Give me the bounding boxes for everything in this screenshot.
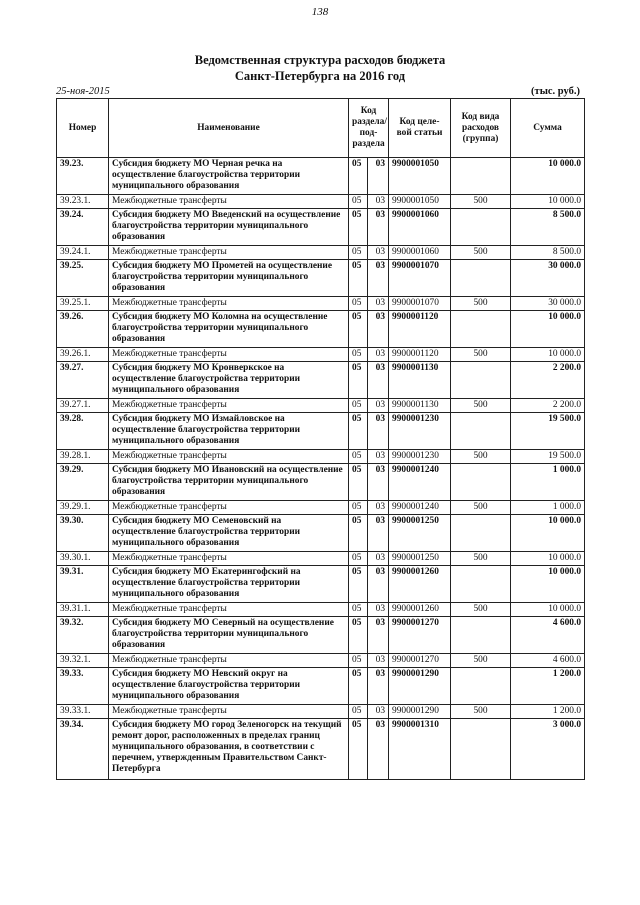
row-sum: 10 000.0: [511, 348, 585, 362]
row-article-code: 9900001050: [389, 158, 451, 195]
row-expense-group: 500: [451, 246, 511, 260]
row-subsection-code: 03: [368, 399, 389, 413]
row-section-code: 05: [349, 617, 368, 654]
row-section-code: 05: [349, 705, 368, 719]
row-section-code: 05: [349, 246, 368, 260]
row-name: Межбюджетные трансферты: [109, 705, 349, 719]
row-sum: 3 000.0: [511, 719, 585, 780]
table-body: [57, 158, 585, 780]
table-row: [57, 158, 585, 195]
title-line-1: Ведомственная структура расходов бюджета: [194, 53, 446, 67]
row-expense-group: 500: [451, 348, 511, 362]
table-row: [57, 297, 585, 311]
row-article-code: 9900001290: [389, 705, 451, 719]
row-article-code: 9900001120: [389, 348, 451, 362]
row-expense-group: 500: [451, 501, 511, 515]
row-name: Субсидия бюджету МО Северный на осуществление благоустройства территории муниципального образования: [109, 617, 349, 654]
table-row: [57, 603, 585, 617]
row-expense-group: 500: [451, 297, 511, 311]
row-article-code: 9900001270: [389, 617, 451, 654]
row-name: Субсидия бюджету МО Измайловское на осуществление благоустройства территории муниципального образования: [109, 413, 349, 450]
row-sum: 4 600.0: [511, 654, 585, 668]
row-number: 39.29.1.: [57, 501, 109, 515]
row-name: Субсидия бюджету МО Ивановский на осуществление благоустройства территории муниципального образования: [109, 464, 349, 501]
row-subsection-code: 03: [368, 158, 389, 195]
row-subsection-code: 03: [368, 311, 389, 348]
row-section-code: 05: [349, 603, 368, 617]
row-sum: 2 200.0: [511, 362, 585, 399]
row-sum: 10 000.0: [511, 515, 585, 552]
row-section-code: 05: [349, 413, 368, 450]
row-sum: 1 200.0: [511, 705, 585, 719]
row-subsection-code: 03: [368, 195, 389, 209]
row-article-code: 9900001260: [389, 566, 451, 603]
row-article-code: 9900001250: [389, 552, 451, 566]
row-article-code: 9900001070: [389, 297, 451, 311]
row-subsection-code: 03: [368, 719, 389, 780]
document-date: 25-ноя-2015: [56, 86, 110, 97]
row-subsection-code: 03: [368, 654, 389, 668]
row-number: 39.31.: [57, 566, 109, 603]
table-row: [57, 413, 585, 450]
row-section-code: 05: [349, 399, 368, 413]
row-name: Межбюджетные трансферты: [109, 195, 349, 209]
row-sum: 10 000.0: [511, 158, 585, 195]
row-expense-group: [451, 464, 511, 501]
row-article-code: 9900001240: [389, 464, 451, 501]
row-section-code: 05: [349, 311, 368, 348]
header-expense-type: Код вида расходов (группа): [451, 99, 511, 158]
row-article-code: 9900001130: [389, 362, 451, 399]
row-expense-group: 500: [451, 603, 511, 617]
row-expense-group: [451, 209, 511, 246]
row-section-code: 05: [349, 450, 368, 464]
row-section-code: 05: [349, 362, 368, 399]
row-section-code: 05: [349, 654, 368, 668]
row-article-code: 9900001060: [389, 246, 451, 260]
row-section-code: 05: [349, 209, 368, 246]
row-name: Субсидия бюджету МО Екатерингофский на осуществление благоустройства территории муниципального образования: [109, 566, 349, 603]
table-row: [57, 501, 585, 515]
header-sum: Сумма: [511, 99, 585, 158]
row-subsection-code: 03: [368, 515, 389, 552]
row-subsection-code: 03: [368, 705, 389, 719]
row-article-code: 9900001130: [389, 399, 451, 413]
row-sum: 10 000.0: [511, 311, 585, 348]
row-expense-group: 500: [451, 195, 511, 209]
row-number: 39.26.1.: [57, 348, 109, 362]
row-name: Субсидия бюджету МО Коломна на осуществление благоустройства территории муниципального образования: [109, 311, 349, 348]
row-section-code: 05: [349, 552, 368, 566]
row-expense-group: 500: [451, 654, 511, 668]
header-article: Код целе-вой статьи: [389, 99, 451, 158]
row-expense-group: 500: [451, 399, 511, 413]
table-row: [57, 552, 585, 566]
row-expense-group: 500: [451, 705, 511, 719]
row-section-code: 05: [349, 260, 368, 297]
row-section-code: 05: [349, 158, 368, 195]
row-number: 39.26.: [57, 311, 109, 348]
row-expense-group: 500: [451, 450, 511, 464]
row-name: Субсидия бюджету МО Семеновский на осуществление благоустройства территории муниципального образования: [109, 515, 349, 552]
row-article-code: 9900001230: [389, 450, 451, 464]
page-number: 138: [311, 6, 329, 18]
row-name: Межбюджетные трансферты: [109, 603, 349, 617]
row-subsection-code: 03: [368, 464, 389, 501]
row-expense-group: [451, 668, 511, 705]
row-number: 39.23.1.: [57, 195, 109, 209]
header-name: Наименование: [109, 99, 349, 158]
row-subsection-code: 03: [368, 501, 389, 515]
row-article-code: 9900001230: [389, 413, 451, 450]
row-sum: 8 500.0: [511, 209, 585, 246]
row-subsection-code: 03: [368, 246, 389, 260]
row-sum: 10 000.0: [511, 552, 585, 566]
table-row: [57, 719, 585, 780]
row-subsection-code: 03: [368, 362, 389, 399]
row-expense-group: [451, 362, 511, 399]
header-number: Номер: [57, 99, 109, 158]
row-section-code: 05: [349, 195, 368, 209]
row-name: Межбюджетные трансферты: [109, 399, 349, 413]
row-number: 39.30.1.: [57, 552, 109, 566]
row-name: Субсидия бюджету МО Введенский на осуществление благоустройства территории муниципального образования: [109, 209, 349, 246]
row-number: 39.28.: [57, 413, 109, 450]
row-section-code: 05: [349, 297, 368, 311]
row-subsection-code: 03: [368, 297, 389, 311]
row-expense-group: [451, 413, 511, 450]
row-article-code: 9900001250: [389, 515, 451, 552]
row-expense-group: 500: [451, 552, 511, 566]
table-row: [57, 399, 585, 413]
row-section-code: 05: [349, 668, 368, 705]
table-row: [57, 515, 585, 552]
row-name: Субсидия бюджету МО Черная речка на осуществление благоустройства территории муниципального образования: [109, 158, 349, 195]
row-name: Субсидия бюджету МО Невский округ на осуществление благоустройства территории муниципального образования: [109, 668, 349, 705]
row-article-code: 9900001060: [389, 209, 451, 246]
table-row: [57, 705, 585, 719]
row-name: Межбюджетные трансферты: [109, 552, 349, 566]
row-article-code: 9900001260: [389, 603, 451, 617]
row-article-code: 9900001290: [389, 668, 451, 705]
row-number: 39.25.1.: [57, 297, 109, 311]
row-expense-group: [451, 617, 511, 654]
table-row: [57, 195, 585, 209]
row-sum: 2 200.0: [511, 399, 585, 413]
row-number: 39.33.1.: [57, 705, 109, 719]
row-article-code: 9900001310: [389, 719, 451, 780]
row-number: 39.27.1.: [57, 399, 109, 413]
row-article-code: 9900001120: [389, 311, 451, 348]
row-name: Субсидия бюджету МО Кронверкское на осуществление благоустройства территории муниципального образования: [109, 362, 349, 399]
row-section-code: 05: [349, 348, 368, 362]
row-number: 39.23.: [57, 158, 109, 195]
row-section-code: 05: [349, 464, 368, 501]
row-subsection-code: 03: [368, 552, 389, 566]
row-name: Межбюджетные трансферты: [109, 297, 349, 311]
row-number: 39.29.: [57, 464, 109, 501]
row-article-code: 9900001270: [389, 654, 451, 668]
row-name: Межбюджетные трансферты: [109, 654, 349, 668]
row-name: Субсидия бюджету МО город Зеленогорск на текущий ремонт дорог, расположенных в пределах границ муниципального образования, в соответствии с перечнем, утвержденным Правительством Санкт-Петербурга: [109, 719, 349, 780]
row-subsection-code: 03: [368, 603, 389, 617]
row-sum: 19 500.0: [511, 413, 585, 450]
table-row: [57, 450, 585, 464]
table-row: [57, 617, 585, 654]
row-sum: 10 000.0: [511, 566, 585, 603]
row-article-code: 9900001070: [389, 260, 451, 297]
row-number: 39.30.: [57, 515, 109, 552]
table-row: [57, 654, 585, 668]
row-subsection-code: 03: [368, 413, 389, 450]
row-subsection-code: 03: [368, 566, 389, 603]
table-row: [57, 668, 585, 705]
budget-table: [56, 98, 585, 780]
row-number: 39.33.: [57, 668, 109, 705]
row-expense-group: [451, 260, 511, 297]
table-row: [57, 348, 585, 362]
table-header-row: [57, 99, 585, 158]
row-number: 39.31.1.: [57, 603, 109, 617]
row-number: 39.32.1.: [57, 654, 109, 668]
table-row: [57, 362, 585, 399]
row-sum: 30 000.0: [511, 297, 585, 311]
row-number: 39.24.: [57, 209, 109, 246]
row-subsection-code: 03: [368, 260, 389, 297]
row-sum: 1 000.0: [511, 501, 585, 515]
table-row: [57, 209, 585, 246]
row-expense-group: [451, 158, 511, 195]
row-number: 39.32.: [57, 617, 109, 654]
title-line-2: Санкт-Петербурга на 2016 год: [234, 69, 406, 83]
row-sum: 1 000.0: [511, 464, 585, 501]
row-sum: 10 000.0: [511, 195, 585, 209]
row-section-code: 05: [349, 515, 368, 552]
row-sum: 19 500.0: [511, 450, 585, 464]
table-row: [57, 464, 585, 501]
row-sum: 30 000.0: [511, 260, 585, 297]
row-number: 39.25.: [57, 260, 109, 297]
row-section-code: 05: [349, 501, 368, 515]
row-name: Межбюджетные трансферты: [109, 246, 349, 260]
row-expense-group: [451, 311, 511, 348]
row-article-code: 9900001050: [389, 195, 451, 209]
row-sum: 4 600.0: [511, 617, 585, 654]
row-article-code: 9900001240: [389, 501, 451, 515]
row-sum: 10 000.0: [511, 603, 585, 617]
row-number: 39.27.: [57, 362, 109, 399]
row-subsection-code: 03: [368, 450, 389, 464]
row-section-code: 05: [349, 719, 368, 780]
row-subsection-code: 03: [368, 617, 389, 654]
row-expense-group: [451, 515, 511, 552]
row-number: 39.28.1.: [57, 450, 109, 464]
table-row: [57, 566, 585, 603]
row-expense-group: [451, 719, 511, 780]
row-subsection-code: 03: [368, 348, 389, 362]
row-expense-group: [451, 566, 511, 603]
row-sum: 1 200.0: [511, 668, 585, 705]
row-name: Межбюджетные трансферты: [109, 348, 349, 362]
units-label: (тыс. руб.): [531, 86, 580, 97]
row-name: Межбюджетные трансферты: [109, 501, 349, 515]
row-name: Субсидия бюджету МО Прометей на осуществление благоустройства территории муниципального образования: [109, 260, 349, 297]
row-subsection-code: 03: [368, 209, 389, 246]
row-number: 39.24.1.: [57, 246, 109, 260]
row-number: 39.34.: [57, 719, 109, 780]
row-name: Межбюджетные трансферты: [109, 450, 349, 464]
table-row: [57, 311, 585, 348]
header-section: Код раздела/ под-раздела: [349, 99, 389, 158]
table-row: [57, 246, 585, 260]
table-row: [57, 260, 585, 297]
row-sum: 8 500.0: [511, 246, 585, 260]
row-section-code: 05: [349, 566, 368, 603]
document-title: [0, 52, 640, 84]
row-subsection-code: 03: [368, 668, 389, 705]
